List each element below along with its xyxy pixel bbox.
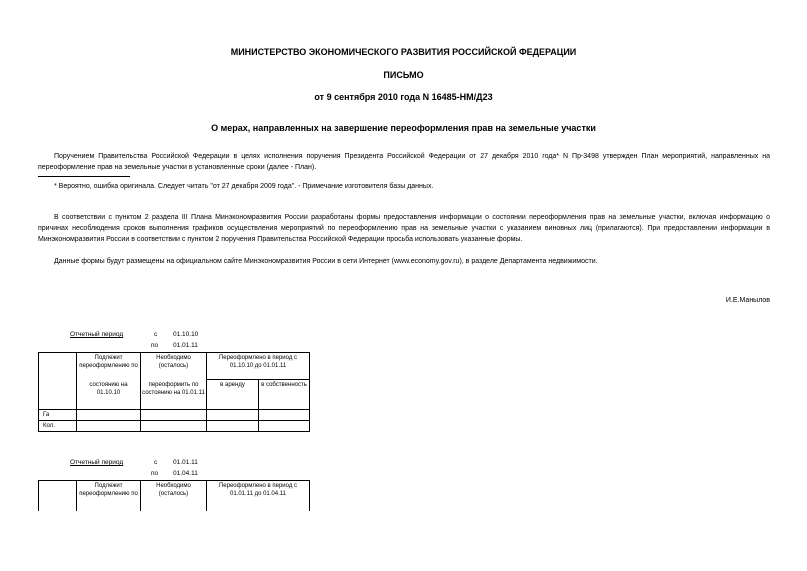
form2-from-date: 01.01.11 [173,459,198,466]
form1-h-col2-sub: переоформить по состоянию на 01.01.11 [141,380,207,410]
form2-corner-cell [39,481,77,511]
doc-subject: О мерах, направленных на завершение переоформления прав на земельные участки [211,123,596,133]
form1-table [38,352,310,432]
form1-from-label: с [154,331,158,338]
form1-from-date: 01.10.10 [173,331,199,338]
form2-h-col2: Необходимо (осталось) [141,481,207,511]
paragraph-3: Данные формы будут размещены на официальном сайте Минэкономразвития России в сети Интернет (www.economy.gov.ru), в разделе Департамента недвижимости. [54,258,598,265]
footnote-divider [38,176,130,177]
form1-h-col3b: в собственность [259,380,310,410]
doc-type: ПИСЬМО [383,70,424,80]
form1-cell [259,421,310,432]
form1-h-col3a: в аренду [207,380,259,410]
form1-period-label: Отчетный период [70,331,124,338]
form1-corner-cell [39,353,77,410]
form2-table [38,480,310,511]
form1-cell [207,410,259,421]
form2-h-col1: Подлежит переоформлению по [77,481,141,511]
paragraph-2: В соответствии с пунктом 2 раздела III Плана Минэкономразвития России разработаны формы предоставления информации о состоянии переоформления прав на земельные участки, включая информацию о причинах несоблюдения сроков выполнения графиков осуществления мероприятий по переоформлению прав на земельные участки с указанием виновных лиц (прилагаются). При предоставлении информации в Минэкономразвития России в соответствии с пунктом 2 поручения Правительства Российской Федерации просьба использовать указанные формы. [38,214,770,243]
form1-cell [141,410,207,421]
form2-from-label: с [154,459,158,466]
form1-to-date: 01.01.11 [173,342,198,349]
form1-h-col2: Необходимо (осталось) [141,353,207,380]
form1-to-label: по [151,342,159,349]
signature: И.Е.Манылов [725,297,770,304]
form2-to-date: 01.04.11 [173,470,198,477]
form1-cell [259,410,310,421]
form1-row-ha: Га [39,410,77,421]
paragraph-1: Поручением Правительства Российской Федерации в целях исполнения поручения Президента Российской Федерации от 27 декабря 2010 года* N Пр-3498 утвержден План мероприятий, направленных на переоформление прав на земельные участки в установленные сроки (далее - План). [38,153,770,171]
form2-to-label: по [151,470,159,477]
form1-cell [77,421,141,432]
footnote: * Вероятно, ошибка оригинала. Следует читать "от 27 декабря 2009 года". - Примечание изготовителя базы данных. [54,183,434,190]
form1-h-col1: Подлежит переоформлению по [77,353,141,380]
doc-date: от 9 сентября 2010 года N 16485-НМ/Д23 [314,92,493,102]
form1-cell [77,410,141,421]
form2-period-label: Отчетный период [70,459,124,466]
form1-h-col1-sub: состоянию на 01.10.10 [77,380,141,410]
form1-cell [207,421,259,432]
form1-h-col3: Переоформлено в период с 01.10.10 до 01.01.11 [207,353,310,380]
form1-row-count: Кол. [39,421,77,432]
ministry-title: МИНИСТЕРСТВО ЭКОНОМИЧЕСКОГО РАЗВИТИЯ РОССИЙСКОЙ ФЕДЕРАЦИИ [230,47,577,57]
form1-cell [141,421,207,432]
form2-h-col3: Переоформлено в период с 01.01.11 до 01.04.11 [207,481,310,511]
